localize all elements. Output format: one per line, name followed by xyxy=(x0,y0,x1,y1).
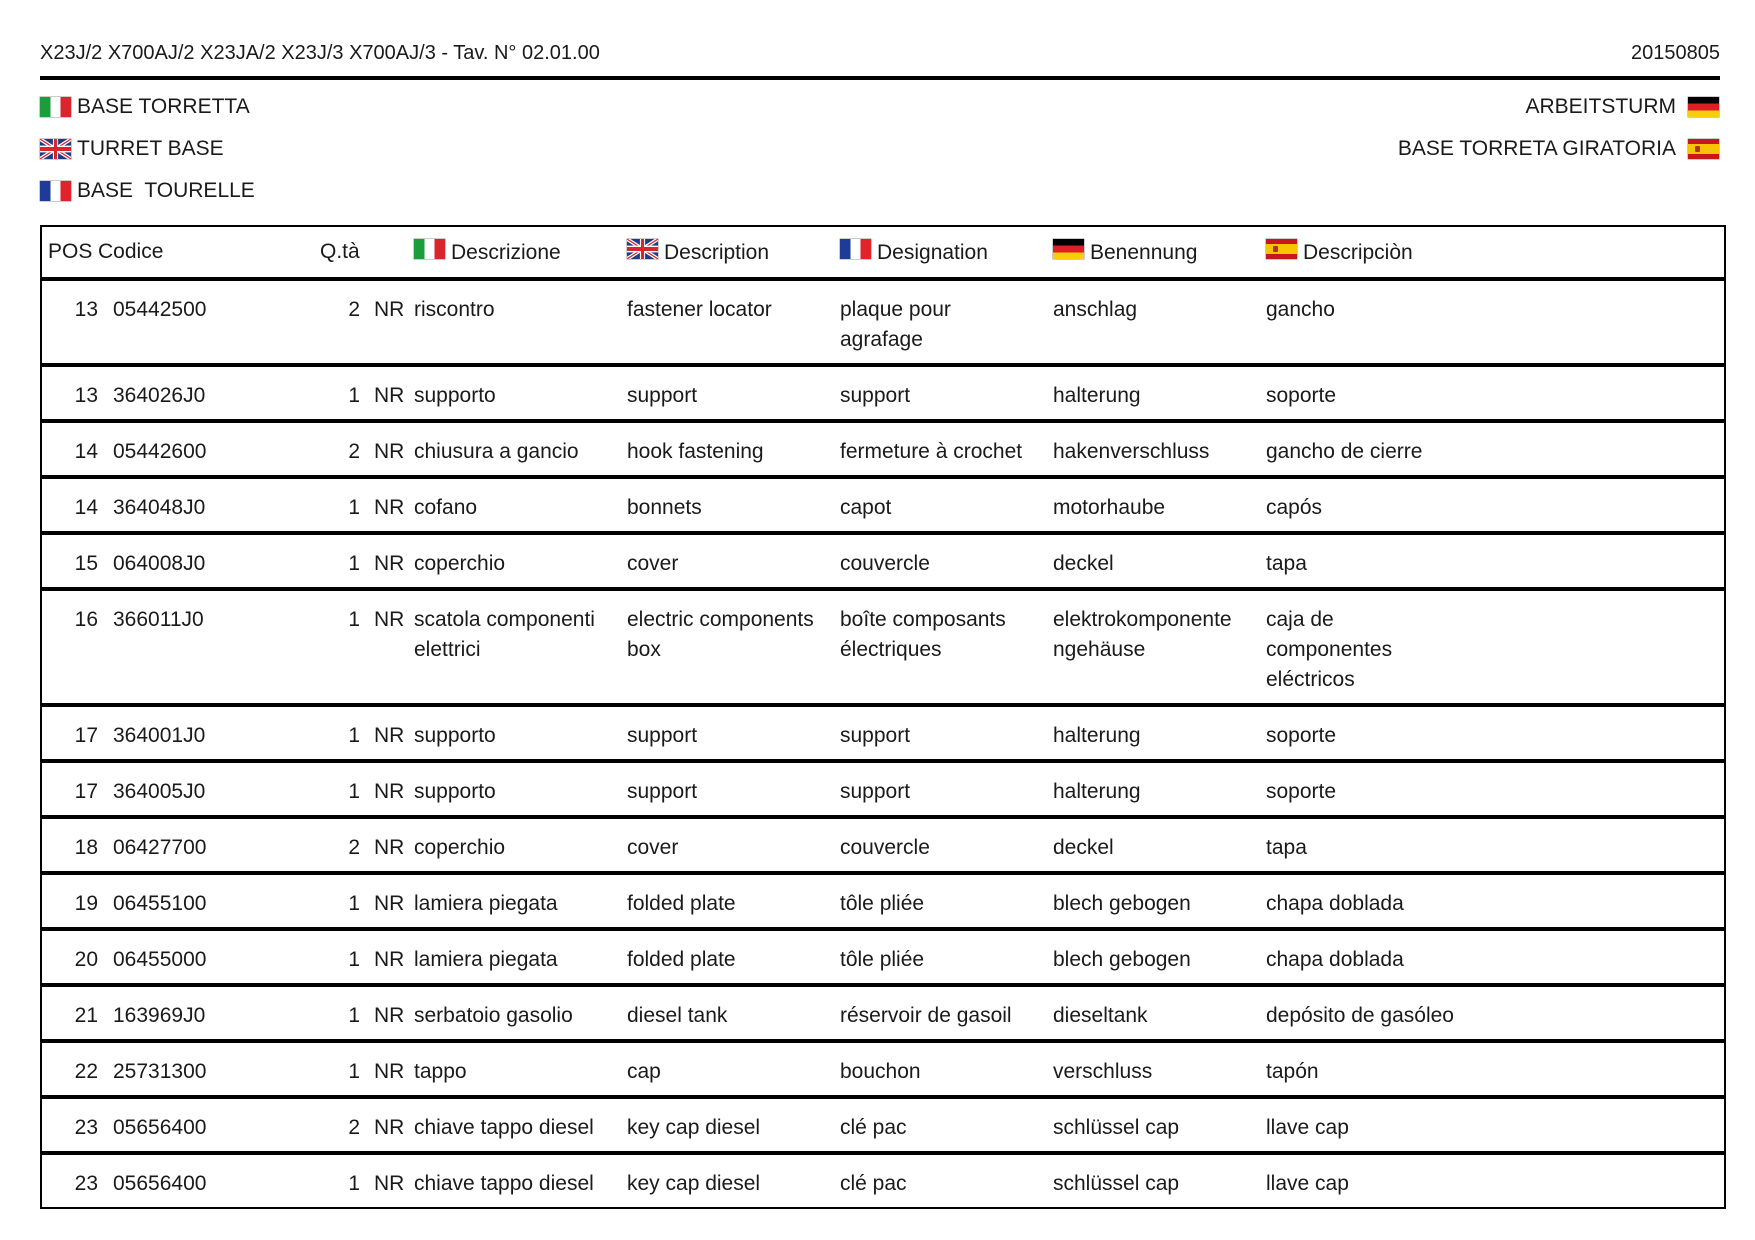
table-row xyxy=(42,819,1724,875)
cell-pos: 21 xyxy=(74,1004,98,1027)
header-de xyxy=(1047,239,1260,265)
header-code: Codice xyxy=(98,240,164,263)
cell-de: blech gebogen xyxy=(1053,948,1191,971)
titles-right xyxy=(1398,86,1719,170)
table-row xyxy=(42,707,1724,763)
cell-pos: 17 xyxy=(74,780,98,803)
cell-code: 05442500 xyxy=(113,298,207,321)
cell-en: folded plate xyxy=(627,948,736,971)
header-en xyxy=(621,239,834,265)
cell-it: cofano xyxy=(414,496,478,519)
cell-code: 06427700 xyxy=(113,836,207,859)
title-es-text: BASE TORRETA GIRATORIA xyxy=(1397,137,1676,160)
header-es-label: Descripciòn xyxy=(1303,241,1413,264)
cell-fr: couvercle xyxy=(840,836,930,859)
header-es xyxy=(1260,239,1473,265)
cell-code: 064008J0 xyxy=(113,552,206,575)
cell-en: folded plate xyxy=(627,892,736,915)
cell-it: tappo xyxy=(414,1060,467,1083)
cell-qty: 1 xyxy=(348,1004,360,1027)
cell-de: blech gebogen xyxy=(1053,892,1191,915)
cell-code: 163969J0 xyxy=(113,1004,206,1027)
cell-um: NR xyxy=(374,1004,405,1027)
cell-es: soporte xyxy=(1266,384,1337,407)
cell-en: support xyxy=(627,724,698,747)
cell-es: soporte xyxy=(1266,724,1337,747)
cell-es: llave cap xyxy=(1266,1116,1349,1139)
table-header xyxy=(42,227,1724,281)
table-body xyxy=(42,281,1724,1207)
cell-qty: 1 xyxy=(348,496,360,519)
table-row xyxy=(42,423,1724,479)
cell-it: chiave tappo diesel xyxy=(414,1116,594,1139)
table-row xyxy=(42,931,1724,987)
cell-de: schlüssel cap xyxy=(1053,1116,1180,1139)
cell-um: NR xyxy=(374,608,405,631)
cell-es: caja de componentes eléctricos xyxy=(1266,608,1393,691)
cell-es: chapa doblada xyxy=(1266,948,1404,971)
france-flag-icon xyxy=(840,239,871,259)
header-en-label: Description xyxy=(664,241,770,264)
cell-de: deckel xyxy=(1053,836,1114,859)
cell-qty: 1 xyxy=(348,724,360,747)
cell-it: serbatoio gasolio xyxy=(414,1004,573,1027)
cell-qty: 1 xyxy=(348,1172,360,1195)
cell-pos: 23 xyxy=(74,1116,98,1139)
cell-pos: 13 xyxy=(74,384,98,407)
germany-flag-icon xyxy=(1053,239,1084,259)
cell-qty: 1 xyxy=(348,384,360,407)
cell-pos: 20 xyxy=(74,948,98,971)
cell-fr: tôle pliée xyxy=(840,948,925,971)
spain-flag-icon xyxy=(1688,139,1719,159)
cell-it: lamiera piegata xyxy=(414,892,558,915)
table-row xyxy=(42,875,1724,931)
header-fr xyxy=(834,239,1047,265)
cell-de: deckel xyxy=(1053,552,1114,575)
cell-de: halterung xyxy=(1053,780,1141,803)
cell-it: chiave tappo diesel xyxy=(414,1172,594,1195)
cell-de: hakenverschluss xyxy=(1053,440,1210,463)
table-row xyxy=(42,591,1724,707)
cell-de: dieseltank xyxy=(1053,1004,1148,1027)
cell-fr: fermeture à crochet xyxy=(840,440,1023,463)
spain-flag-icon xyxy=(1266,239,1297,259)
cell-code: 366011J0 xyxy=(113,608,204,631)
cell-en: fastener locator xyxy=(627,298,772,321)
uk-flag-icon xyxy=(627,239,658,259)
cell-um: NR xyxy=(374,892,405,915)
title-en-text: TURRET BASE xyxy=(77,137,224,160)
cell-code: 05442600 xyxy=(113,440,207,463)
cell-fr: couvercle xyxy=(840,552,930,575)
title-spanish xyxy=(1398,128,1719,170)
table-row xyxy=(42,281,1724,367)
cell-fr: tôle pliée xyxy=(840,892,925,915)
france-flag-icon xyxy=(40,181,71,201)
parts-table xyxy=(40,225,1726,1209)
cell-um: NR xyxy=(374,496,405,519)
cell-pos: 15 xyxy=(74,552,98,575)
cell-fr: capot xyxy=(840,496,892,519)
cell-en: cover xyxy=(627,836,679,859)
cell-um: NR xyxy=(374,552,405,575)
cell-code: 364048J0 xyxy=(113,496,206,519)
cell-code: 364026J0 xyxy=(113,384,206,407)
cell-en: support xyxy=(627,384,698,407)
cell-qty: 2 xyxy=(348,298,360,321)
table-row xyxy=(42,763,1724,819)
cell-en: cap xyxy=(627,1060,661,1083)
cell-en: bonnets xyxy=(627,496,702,519)
cell-es: tapa xyxy=(1266,836,1307,859)
cell-pos: 23 xyxy=(74,1172,98,1195)
cell-en: hook fastening xyxy=(627,440,764,463)
cell-de: anschlag xyxy=(1053,298,1138,321)
table-row xyxy=(42,1043,1724,1099)
cell-pos: 14 xyxy=(74,496,98,519)
cell-es: capós xyxy=(1266,496,1323,519)
cell-um: NR xyxy=(374,440,405,463)
document-header xyxy=(40,38,1720,80)
cell-code: 364001J0 xyxy=(113,724,206,747)
cell-es: gancho xyxy=(1266,298,1335,321)
cell-en: support xyxy=(627,780,698,803)
cell-fr: bouchon xyxy=(840,1060,921,1083)
cell-um: NR xyxy=(374,1060,405,1083)
cell-it: supporto xyxy=(414,384,496,407)
cell-um: NR xyxy=(374,836,405,859)
cell-fr: réservoir de gasoil xyxy=(840,1004,1012,1027)
table-row xyxy=(42,367,1724,423)
titles-left xyxy=(40,86,255,212)
cell-de: halterung xyxy=(1053,724,1141,747)
cell-um: NR xyxy=(374,1116,405,1139)
cell-es: depósito de gasóleo xyxy=(1266,1004,1454,1027)
cell-pos: 13 xyxy=(74,298,98,321)
cell-um: NR xyxy=(374,1172,405,1195)
cell-it: coperchio xyxy=(414,552,506,575)
cell-es: soporte xyxy=(1266,780,1337,803)
cell-um: NR xyxy=(374,384,405,407)
header-it-label: Descrizione xyxy=(451,241,561,264)
cell-qty: 2 xyxy=(348,440,360,463)
cell-es: tapón xyxy=(1266,1060,1319,1083)
cell-es: tapa xyxy=(1266,552,1307,575)
title-german xyxy=(1398,86,1719,128)
cell-it: coperchio xyxy=(414,836,506,859)
header-it xyxy=(408,239,621,265)
header-fr-label: Designation xyxy=(877,241,988,264)
cell-pos: 17 xyxy=(74,724,98,747)
cell-fr: clé pac xyxy=(840,1116,907,1139)
cell-qty: 1 xyxy=(348,1060,360,1083)
cell-es: chapa doblada xyxy=(1266,892,1404,915)
cell-pos: 14 xyxy=(74,440,98,463)
cell-pos: 18 xyxy=(74,836,98,859)
cell-um: NR xyxy=(374,298,405,321)
cell-qty: 1 xyxy=(348,608,360,631)
cell-qty: 1 xyxy=(348,892,360,915)
cell-de: schlüssel cap xyxy=(1053,1172,1180,1195)
cell-it: scatola componenti elettrici xyxy=(414,608,595,661)
cell-de: halterung xyxy=(1053,384,1141,407)
title-french xyxy=(40,170,255,212)
cell-qty: 2 xyxy=(348,1116,360,1139)
cell-es: gancho de cierre xyxy=(1266,440,1423,463)
cell-en: diesel tank xyxy=(627,1004,728,1027)
document-date: 20150805 xyxy=(1631,42,1720,64)
header-qty: Q.tà xyxy=(320,240,360,263)
cell-code: 06455000 xyxy=(113,948,207,971)
cell-es: llave cap xyxy=(1266,1172,1349,1195)
cell-de: verschluss xyxy=(1053,1060,1153,1083)
title-it-text: BASE TORRETTA xyxy=(77,95,250,118)
table-row xyxy=(42,535,1724,591)
cell-en: cover xyxy=(627,552,679,575)
cell-code: 05656400 xyxy=(113,1172,207,1195)
cell-fr: support xyxy=(840,384,911,407)
cell-pos: 19 xyxy=(74,892,98,915)
cell-fr: boîte composants électriques xyxy=(840,608,1006,661)
cell-qty: 1 xyxy=(348,552,360,575)
header-pos: POS xyxy=(48,240,93,263)
table-row xyxy=(42,479,1724,535)
cell-um: NR xyxy=(374,724,405,747)
title-italian xyxy=(40,86,255,128)
uk-flag-icon xyxy=(40,139,71,159)
cell-en: key cap diesel xyxy=(627,1116,761,1139)
italy-flag-icon xyxy=(40,97,71,117)
cell-pos: 22 xyxy=(74,1060,98,1083)
italy-flag-icon xyxy=(414,239,445,259)
table-row xyxy=(42,987,1724,1043)
germany-flag-icon xyxy=(1688,97,1719,117)
cell-it: chiusura a gancio xyxy=(414,440,579,463)
header-de-label: Benennung xyxy=(1090,241,1198,264)
cell-qty: 1 xyxy=(348,948,360,971)
cell-it: riscontro xyxy=(414,298,495,321)
cell-fr: support xyxy=(840,780,911,803)
cell-it: lamiera piegata xyxy=(414,948,558,971)
title-fr-text: BASE TOURELLE xyxy=(77,179,255,202)
cell-code: 06455100 xyxy=(113,892,207,915)
cell-code: 25731300 xyxy=(113,1060,207,1083)
cell-um: NR xyxy=(374,948,405,971)
cell-fr: clé pac xyxy=(840,1172,907,1195)
cell-um: NR xyxy=(374,780,405,803)
cell-code: 05656400 xyxy=(113,1116,207,1139)
cell-en: electric components box xyxy=(627,608,814,661)
cell-fr: support xyxy=(840,724,911,747)
cell-qty: 1 xyxy=(348,780,360,803)
table-row xyxy=(42,1155,1724,1207)
table-row xyxy=(42,1099,1724,1155)
cell-fr: plaque pour agrafage xyxy=(840,298,951,351)
title-de-text: ARBEITSTURM xyxy=(1525,95,1676,118)
cell-code: 364005J0 xyxy=(113,780,206,803)
cell-pos: 16 xyxy=(74,608,98,631)
cell-it: supporto xyxy=(414,780,496,803)
cell-it: supporto xyxy=(414,724,496,747)
cell-de: elektrokomponente ngehäuse xyxy=(1053,608,1232,661)
document-reference: X23J/2 X700AJ/2 X23JA/2 X23J/3 X700AJ/3 - Tav. N° 02.01.00 xyxy=(40,42,600,64)
cell-en: key cap diesel xyxy=(627,1172,761,1195)
cell-de: motorhaube xyxy=(1053,496,1166,519)
title-english xyxy=(40,128,255,170)
cell-qty: 2 xyxy=(348,836,360,859)
